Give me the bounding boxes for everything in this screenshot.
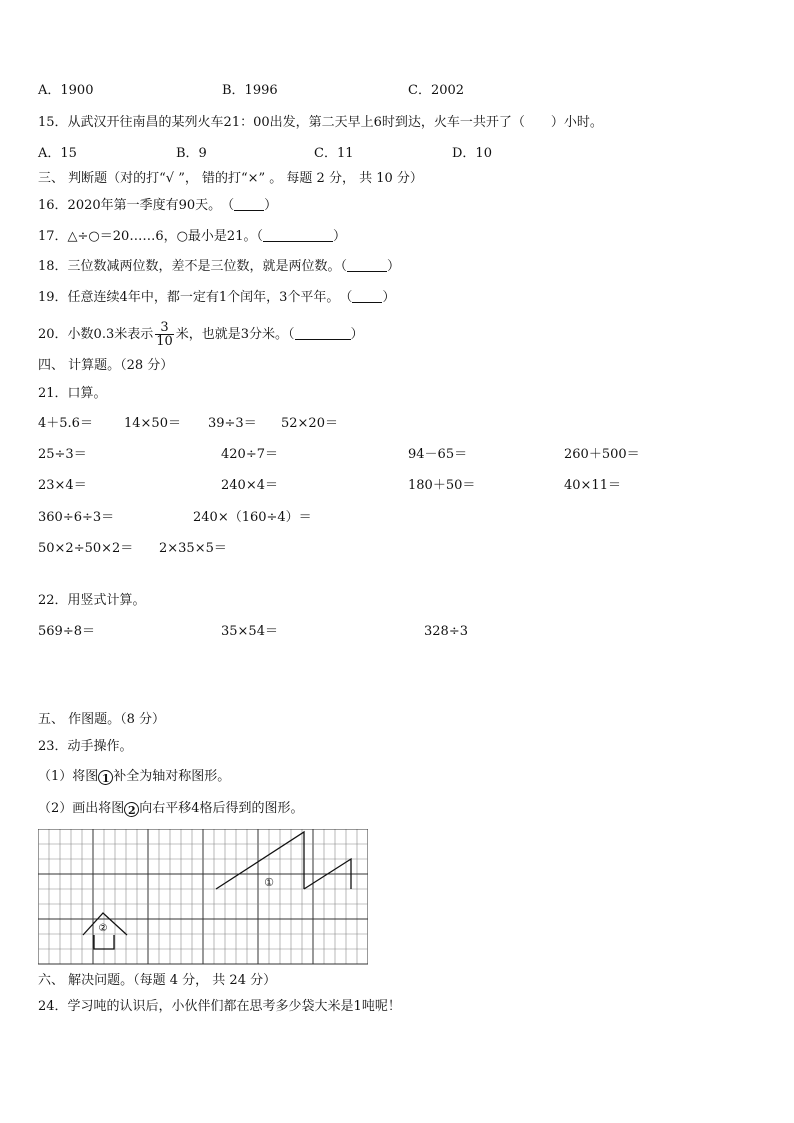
q15-option-d: D．10	[452, 146, 492, 161]
q20-answer-blank[interactable]	[295, 327, 351, 340]
q21-r4-c2: 240×（160÷4）＝	[193, 510, 312, 525]
q16-close: ）	[264, 198, 278, 213]
q21-r3-c1: 23×4＝	[38, 478, 87, 493]
q23-title: 23．动手操作。	[38, 739, 133, 754]
q21-r5-c1: 50×2÷50×2＝	[38, 541, 134, 556]
figure-2-label: ②	[98, 923, 108, 934]
q18-text: 18．三位数减两位数，差不是三位数，就是两位数。（	[38, 259, 348, 274]
q15-option-a: A．15	[38, 146, 77, 161]
circled-2-mark: 2	[124, 802, 139, 817]
q23-part1-prefix: （1）将图	[38, 769, 99, 784]
q23-part1	[38, 769, 230, 785]
q21-r1-c2: 14×50＝	[124, 416, 181, 431]
q24-text: 24．学习吨的认识后，小伙伴们都在思考多少袋大米是1吨呢！	[38, 999, 401, 1014]
q14-option-b: B．1996	[222, 83, 278, 98]
q21-r2-c1: 25÷3＝	[38, 447, 87, 462]
q17-close: ）	[332, 229, 346, 244]
q21-r4-c1: 360÷6÷3＝	[38, 510, 115, 525]
q21-r1-c4: 52×20＝	[281, 416, 338, 431]
q21-r2-c4: 260＋500＝	[564, 447, 640, 462]
q18-answer-blank[interactable]	[347, 259, 387, 272]
q22-item-3: 328÷3	[424, 624, 468, 639]
q20-fraction	[155, 321, 174, 348]
figure-1-label: ①	[264, 876, 274, 889]
q17	[38, 229, 346, 245]
section4-title: 四、 计算题。（28 分）	[38, 358, 174, 373]
drawing-grid[interactable]	[38, 829, 368, 967]
q22-title: 22．用竖式计算。	[38, 593, 146, 608]
q21-r3-c2: 240×4＝	[221, 478, 278, 493]
q23-part2-prefix: （2）画出将图	[38, 801, 125, 816]
q21-r1-c3: 39÷3＝	[208, 416, 257, 431]
q23-part2-suffix: 向右平移4格后得到的图形。	[139, 801, 304, 816]
section6-title: 六、 解决问题。（每题 4 分， 共 24 分）	[38, 973, 277, 988]
q18	[38, 259, 400, 275]
q21-title: 21．口算。	[38, 386, 107, 401]
q15-option-b: B．9	[176, 146, 207, 161]
q18-close: ）	[387, 259, 401, 274]
q20-text-after: 米，也就是3分米。（	[175, 327, 295, 342]
section5-title: 五、 作图题。（8 分）	[38, 712, 166, 727]
q16-text: 16．2020年第一季度有90天。 （	[38, 198, 235, 213]
q20-close: ）	[350, 327, 364, 342]
q21-r3-c3: 180＋50＝	[408, 478, 476, 493]
q20-text-before: 20．小数0.3米表示	[38, 327, 154, 342]
q20-numerator: 3	[155, 321, 174, 335]
q15-text: 15．从武汉开往南昌的某列火车21：00出发，第二天早上6时到达，火车一共开了（ ）小时。	[38, 115, 603, 130]
q19-text: 19．任意连续4年中，都一定有1个闰年，3个平年。 （	[38, 290, 353, 305]
q21-r1-c1: 4＋5.6＝	[38, 416, 93, 431]
q19-answer-blank[interactable]	[352, 290, 382, 303]
q17-text: 17．△÷○＝20……6，○最小是21。（	[38, 229, 263, 244]
q16-answer-blank[interactable]	[234, 198, 264, 211]
circled-1-mark: 1	[98, 770, 113, 785]
q22-item-1: 569÷8＝	[38, 624, 95, 639]
q15-option-c: C．11	[314, 146, 354, 161]
q21-r5-c2: 2×35×5＝	[159, 541, 227, 556]
q19	[38, 290, 395, 306]
q19-close: ）	[382, 290, 396, 305]
q21-r3-c4: 40×11＝	[564, 478, 621, 493]
q22-item-2: 35×54＝	[221, 624, 278, 639]
q23-part2	[38, 801, 304, 817]
q14-option-a: A．1900	[38, 83, 94, 98]
q16	[38, 198, 277, 214]
q21-r2-c3: 94－65＝	[408, 447, 468, 462]
grid-lines	[38, 829, 368, 964]
q20-denominator: 10	[156, 334, 173, 349]
q23-part1-suffix: 补全为轴对称图形。	[113, 769, 231, 784]
q21-r2-c2: 420÷7＝	[221, 447, 278, 462]
q14-option-c: C．2002	[408, 83, 465, 98]
q17-answer-blank[interactable]	[263, 229, 333, 242]
section3-title: 三、 判断题（对的打“√ ”， 错的打“×” 。 每题 2 分， 共 10 分）	[38, 171, 423, 186]
q20	[38, 318, 364, 352]
